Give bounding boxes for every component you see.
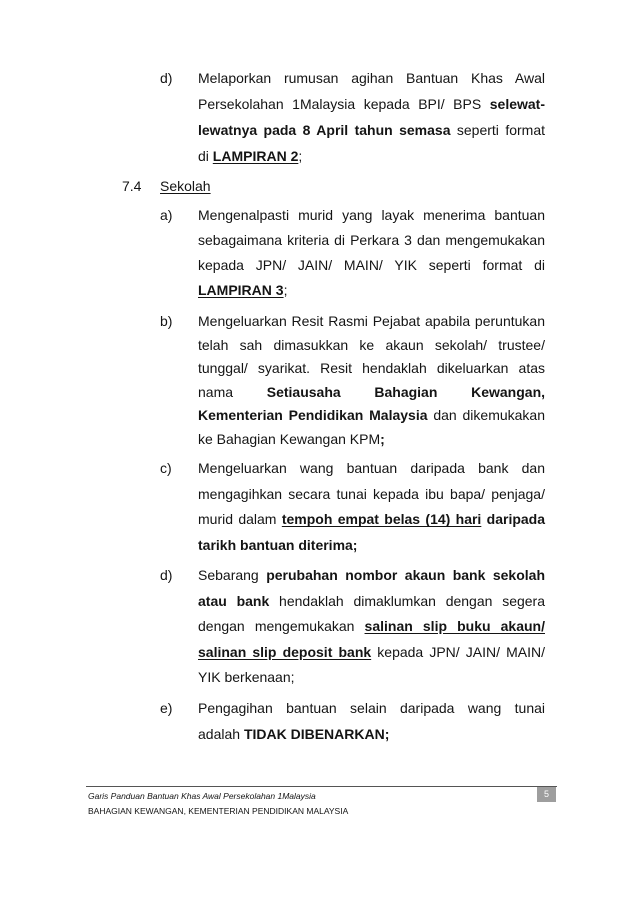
text-segment: Sebarang xyxy=(198,567,259,583)
item-text-line xyxy=(198,381,545,405)
text-segment: seperti format xyxy=(456,122,545,138)
text-segment: di xyxy=(198,148,209,164)
item-text-line xyxy=(198,482,545,508)
text-segment: ; xyxy=(283,282,288,298)
text-segment: ke Bahagian Kewangan KPM xyxy=(198,430,381,447)
item-label: b) xyxy=(160,313,173,329)
item-text-line xyxy=(198,357,545,381)
item-text-line xyxy=(198,228,545,253)
item-text-line xyxy=(198,334,545,358)
text-segment: sebagaimana kriteria di Perkara 3 dan mengemukakan xyxy=(198,232,545,248)
item-text-line xyxy=(198,665,545,691)
bold-text: selewat- xyxy=(489,96,545,112)
item-text-line xyxy=(198,614,545,640)
text-segment: mengagihkan secara tunai kepada ibu bapa/ penjaga/ xyxy=(198,485,545,502)
text-segment: Mengenalpasti murid yang layak menerima bantuan xyxy=(198,207,545,223)
section-number: 7.4 xyxy=(122,178,142,194)
bold-text: ; xyxy=(380,430,385,447)
bold-underlined-text: salinan slip deposit bank xyxy=(198,643,372,660)
item-text xyxy=(198,456,545,559)
item-text-line xyxy=(198,404,545,428)
text-segment: kepada JPN/ JAIN/ MAIN/ YIK seperti format di xyxy=(198,257,545,273)
bold-text: daripada xyxy=(486,511,546,528)
item-label: d) xyxy=(160,70,173,86)
bold-text: perubahan nombor akaun bank sekolah xyxy=(266,567,545,583)
text-segment: tunggal/ syarikat. Resit hendaklah dikeluarkan atas xyxy=(198,360,545,377)
item-text-line xyxy=(198,456,545,482)
bold-text: Setiausaha Bahagian Kewangan, xyxy=(266,383,546,400)
item-text-line xyxy=(198,589,545,615)
bold-text: TIDAK DIBENARKAN; xyxy=(243,726,390,742)
item-text-line xyxy=(198,428,545,452)
text-segment: Persekolahan 1Malaysia kepada BPI/ BPS xyxy=(198,96,482,112)
bold-underlined-text: salinan slip buku akaun/ xyxy=(364,618,545,634)
text-segment: hendaklah dimaklumkan dengan segera xyxy=(279,592,546,609)
bold-underlined-text: tempoh empat belas (14) hari xyxy=(281,511,482,528)
item-text-line xyxy=(198,91,545,117)
item-label: d) xyxy=(160,567,173,583)
text-segment: ; xyxy=(298,148,303,164)
text-segment: nama xyxy=(198,383,234,400)
text-segment: murid dalam xyxy=(198,511,277,528)
text-segment: Pengagihan bantuan selain daripada wang tunai xyxy=(198,700,545,716)
item-label: e) xyxy=(160,700,173,716)
item-text-line xyxy=(198,253,545,278)
item-text xyxy=(198,310,545,452)
item-label: a) xyxy=(160,207,173,223)
item-text-line xyxy=(198,563,545,589)
item-text-line xyxy=(198,143,545,169)
text-segment: YIK berkenaan; xyxy=(198,669,295,685)
bold-text: tarikh bantuan diterima; xyxy=(198,537,358,554)
appendix-reference: LAMPIRAN 3 xyxy=(198,282,284,298)
item-text-line xyxy=(198,278,545,303)
item-text-line xyxy=(198,310,545,334)
item-text-line xyxy=(198,507,545,533)
item-text xyxy=(198,65,545,169)
item-text-line xyxy=(198,203,545,228)
bold-text: lewatnya pada 8 April tahun semasa xyxy=(198,122,451,138)
text-segment: Mengeluarkan wang bantuan daripada bank dan xyxy=(198,460,545,476)
bold-text: Kementerian Pendidikan Malaysia xyxy=(198,407,428,424)
page-number-badge: 5 xyxy=(537,787,556,802)
text-segment: Mengeluarkan Resit Rasmi Pejabat apabila peruntukan xyxy=(198,313,545,329)
text-segment: dan dikemukakan xyxy=(433,407,545,424)
item-text xyxy=(198,563,545,691)
item-text xyxy=(198,695,545,747)
item-text-line xyxy=(198,721,545,747)
text-segment: telah sah dimasukkan ke akaun sekolah/ trustee/ xyxy=(198,336,545,353)
item-text-line xyxy=(198,117,545,143)
footer-department: BAHAGIAN KEWANGAN, KEMENTERIAN PENDIDIKAN MALAYSIA xyxy=(88,806,349,816)
item-text-line xyxy=(198,65,545,91)
text-segment: Melaporkan rumusan agihan Bantuan Khas Awal xyxy=(198,70,545,86)
section-title: Sekolah xyxy=(160,178,211,194)
footer-divider xyxy=(86,786,557,787)
text-segment: kepada JPN/ JAIN/ MAIN/ xyxy=(377,643,546,660)
footer-document-title: Garis Panduan Bantuan Khas Awal Persekolahan 1Malaysia xyxy=(88,791,316,801)
item-text-line xyxy=(198,533,545,559)
text-segment: adalah xyxy=(198,726,241,742)
item-text-line xyxy=(198,640,545,666)
appendix-reference: LAMPIRAN 2 xyxy=(212,148,299,164)
item-text xyxy=(198,203,545,303)
text-segment: dengan mengemukakan xyxy=(198,618,355,634)
item-label: c) xyxy=(160,460,172,476)
bold-text: atau bank xyxy=(198,592,270,609)
item-text-line xyxy=(198,695,545,721)
